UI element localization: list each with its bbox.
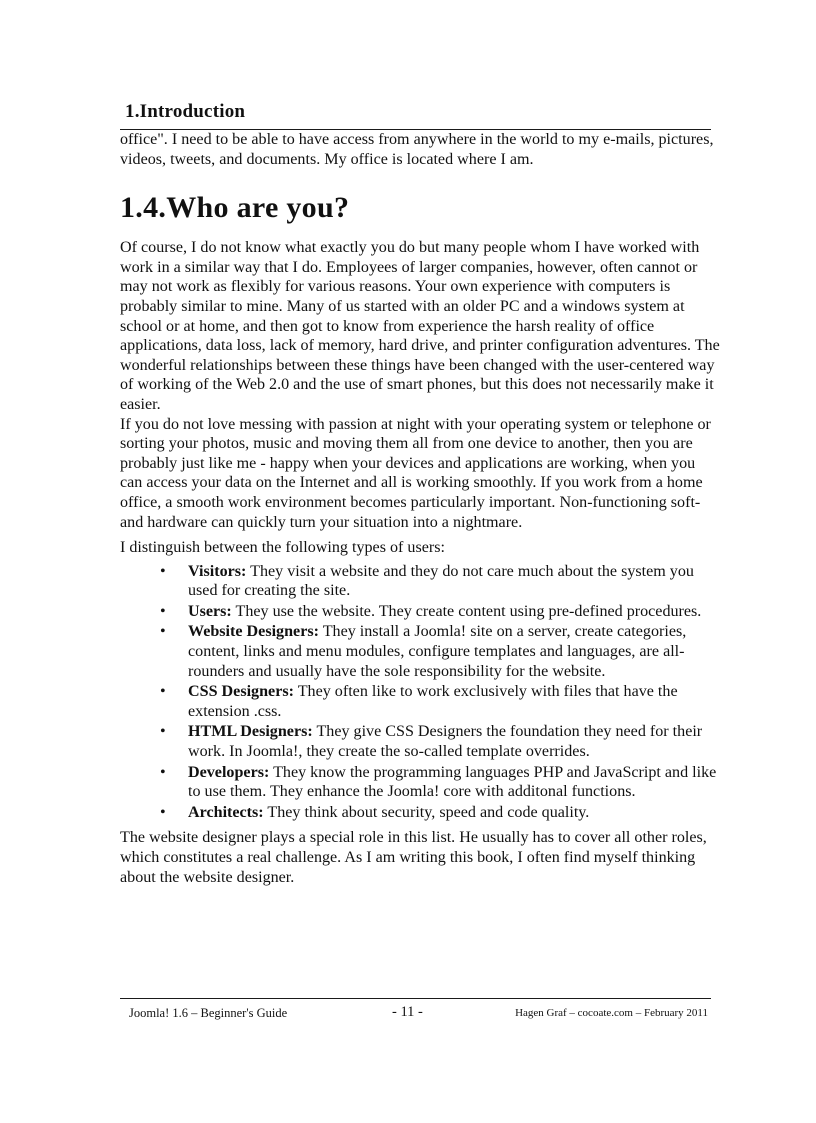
section-heading: 1.4.Who are you? (120, 191, 350, 225)
item-term: Developers: (188, 763, 270, 781)
page-number: - 11 - (392, 1004, 423, 1020)
item-term: Users: (188, 602, 232, 620)
item-term: HTML Designers: (188, 723, 313, 741)
item-description: They often like to work exclusively with files that have the extension .css. (188, 683, 678, 720)
user-types-list (120, 562, 720, 823)
list-item (120, 722, 720, 761)
body-paragraph: If you do not love messing with passion at night with your operating system or telephone or sorting your photos, music and moving them all from one device to another, then you are probably just like me - happy when your devices and applications are working, when you can access your data on the Internet and all is working smoothly. If you work from a home office, a smooth work environment becomes particularly important. Non-functioning soft- and hardware can quickly turn your situation into a nightmare. (120, 415, 711, 531)
bullet-icon: • (160, 763, 166, 781)
list-item (120, 622, 720, 681)
bullet-icon: • (160, 602, 166, 620)
list-item (120, 562, 720, 601)
list-intro: I distinguish between the following types of users: (120, 539, 445, 557)
list-item (120, 763, 720, 802)
footer-book-title: Joomla! 1.6 – Beginner's Guide (129, 1006, 288, 1020)
item-term: Visitors: (188, 562, 247, 580)
item-description: They give CSS Designers the foundation they need for their work. In Joomla!, they create the so-called template overrides. (188, 723, 703, 761)
closing-paragraph: The website designer plays a special role in this list. He usually has to cover all other roles, which constitutes a real challenge. As I am writing this book, I often find myself thinking about the website designer. (120, 829, 707, 886)
body-paragraph: Of course, I do not know what exactly you do but many people whom I have worked with work in a similar way that I do. Employees of larger companies, however, often cannot or may not work as flexibly for various reasons. Your own experience with computers is probably similar to mine. Many of us started with an older PC and a windows system at school or at home, and then got to know from experience the harsh reality of office applications, data loss, lack of memory, hard drive, and printer configuration adventures. The wonderful relationships between these things have been changed with the user-centered way of working of the Web 2.0 and the use of smart phones, but this does not necessarily make it easier. (120, 239, 720, 413)
item-description: They know the programming languages PHP and JavaScript and like to use them. They enhance the Joomla! core with additonal functions. (188, 763, 717, 801)
item-description: They use the website. They create content using pre-defined procedures. (235, 602, 702, 620)
list-item (120, 602, 720, 622)
item-term: Architects: (188, 803, 264, 821)
page-content (120, 130, 720, 887)
continuation-paragraph: office". I need to be able to have access from anywhere in the world to my e-mails, pictures, videos, tweets, and documents. My office is located where I am. (120, 131, 714, 168)
list-item (120, 803, 720, 823)
page-header (120, 101, 711, 130)
item-description: They install a Joomla! site on a server, create categories, content, links and menu modules, configure templates and languages, are all-rounders and usually have the sole responsibility for the website. (188, 623, 687, 680)
item-term: Website Designers: (188, 623, 319, 641)
item-term: CSS Designers: (188, 683, 294, 701)
bullet-icon: • (160, 623, 166, 641)
bullet-icon: • (160, 562, 166, 580)
bullet-icon: • (160, 683, 166, 701)
footer-author: Hagen Graf – cocoate.com – February 2011 (515, 1007, 708, 1019)
list-item (120, 682, 720, 721)
item-description: They think about security, speed and code quality. (267, 803, 590, 821)
page-footer (120, 998, 711, 1025)
item-description: They visit a website and they do not care much about the system you used for creating the site. (188, 562, 694, 600)
running-title: 1.Introduction (125, 101, 246, 122)
bullet-icon: • (160, 803, 166, 821)
bullet-icon: • (160, 723, 166, 741)
